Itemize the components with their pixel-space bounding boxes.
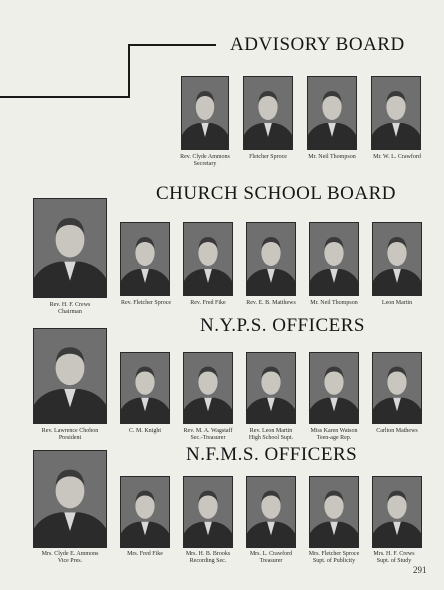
portrait-silhouette [310,223,358,295]
portrait-silhouette [121,477,169,547]
member-caption: Rev. M. A. Wagstaff Sec.-Treasurer [183,428,233,441]
portrait-silhouette [121,353,169,423]
member-caption: Mrs. Clyde E. Ammons Vice Pres. [41,551,99,564]
portrait-photo [120,476,170,548]
portrait-photo [33,328,107,424]
member-caption: Mr. Neil Thompson [308,154,356,160]
member-caption: Mr. Neil Thompson [310,300,358,306]
nfms-officers-heading: N.F.M.S. OFFICERS [186,444,358,465]
member-caption: Mrs. L. Crawford Treasurer [249,551,293,564]
portrait-silhouette [247,223,295,295]
member-caption: Mr. W. L. Crawford [373,154,421,160]
portrait-photo [372,222,422,296]
portrait-photo [307,76,357,150]
member-caption: Fletcher Sproce [249,154,287,160]
portrait-photo [309,476,359,548]
portrait-silhouette [373,223,421,295]
portrait-photo [183,352,233,424]
portrait-photo [120,222,170,296]
portrait-photo [243,76,293,150]
member-caption: Miss Karen Watson Teen-age Rep. [310,428,358,441]
member-caption: Rev. Clyde Ammons Secretary [180,154,230,167]
member-caption: Rev. Fred Fike [190,300,226,306]
advisory-board-heading: ADVISORY BOARD [230,34,405,55]
member-caption: Rev. Fletcher Sproce [120,300,172,306]
nyps-officers-heading: N.Y.P.S. OFFICERS [200,315,365,336]
portrait-silhouette [184,353,232,423]
page-number: 291 [413,565,427,575]
portrait-photo [372,476,422,548]
portrait-silhouette [244,77,292,149]
portrait-photo [372,352,422,424]
member-caption: Mrs. Fred Fike [127,551,163,557]
portrait-silhouette [121,223,169,295]
portrait-silhouette [373,353,421,423]
church-school-board-heading: CHURCH SCHOOL BOARD [156,183,396,204]
member-caption: Carlton Mathews [376,428,418,434]
portrait-photo [120,352,170,424]
portrait-silhouette [372,77,420,149]
decorative-rule-riser [128,44,130,98]
portrait-photo [246,476,296,548]
portrait-silhouette [373,477,421,547]
member-caption: Rev. Leon Martin High School Supt. [248,428,294,441]
portrait-photo [33,198,107,298]
member-caption: Mrs. Fletcher Sproce Supt. of Publicity [308,551,360,564]
member-caption: Mrs. H. B. Brooks Recording Sec. [185,551,231,564]
portrait-silhouette [308,77,356,149]
portrait-silhouette [34,451,106,547]
portrait-photo [33,450,107,548]
portrait-silhouette [310,477,358,547]
portrait-silhouette [182,77,228,149]
portrait-photo [181,76,229,150]
portrait-photo [183,476,233,548]
portrait-silhouette [34,199,106,297]
portrait-photo [371,76,421,150]
portrait-silhouette [184,223,232,295]
portrait-photo [309,222,359,296]
decorative-rule-top [128,44,216,46]
member-caption: C. M. Knight [128,428,161,434]
portrait-silhouette [247,477,295,547]
portrait-photo [246,352,296,424]
portrait-photo [246,222,296,296]
member-caption: Mrs. H. F. Crews Supt. of Study [373,551,415,564]
portrait-silhouette [34,329,106,423]
portrait-silhouette [310,353,358,423]
member-caption: Rev. E. B. Matthews [246,300,296,306]
portrait-photo [309,352,359,424]
portrait-photo [183,222,233,296]
decorative-rule-left [0,96,130,98]
portrait-silhouette [247,353,295,423]
member-caption: Rev. Lawrence Chohon President [41,428,99,441]
portrait-silhouette [184,477,232,547]
member-caption: Leon Martin [381,300,413,306]
member-caption: Rev. H. F. Crews Chairman [49,302,91,315]
